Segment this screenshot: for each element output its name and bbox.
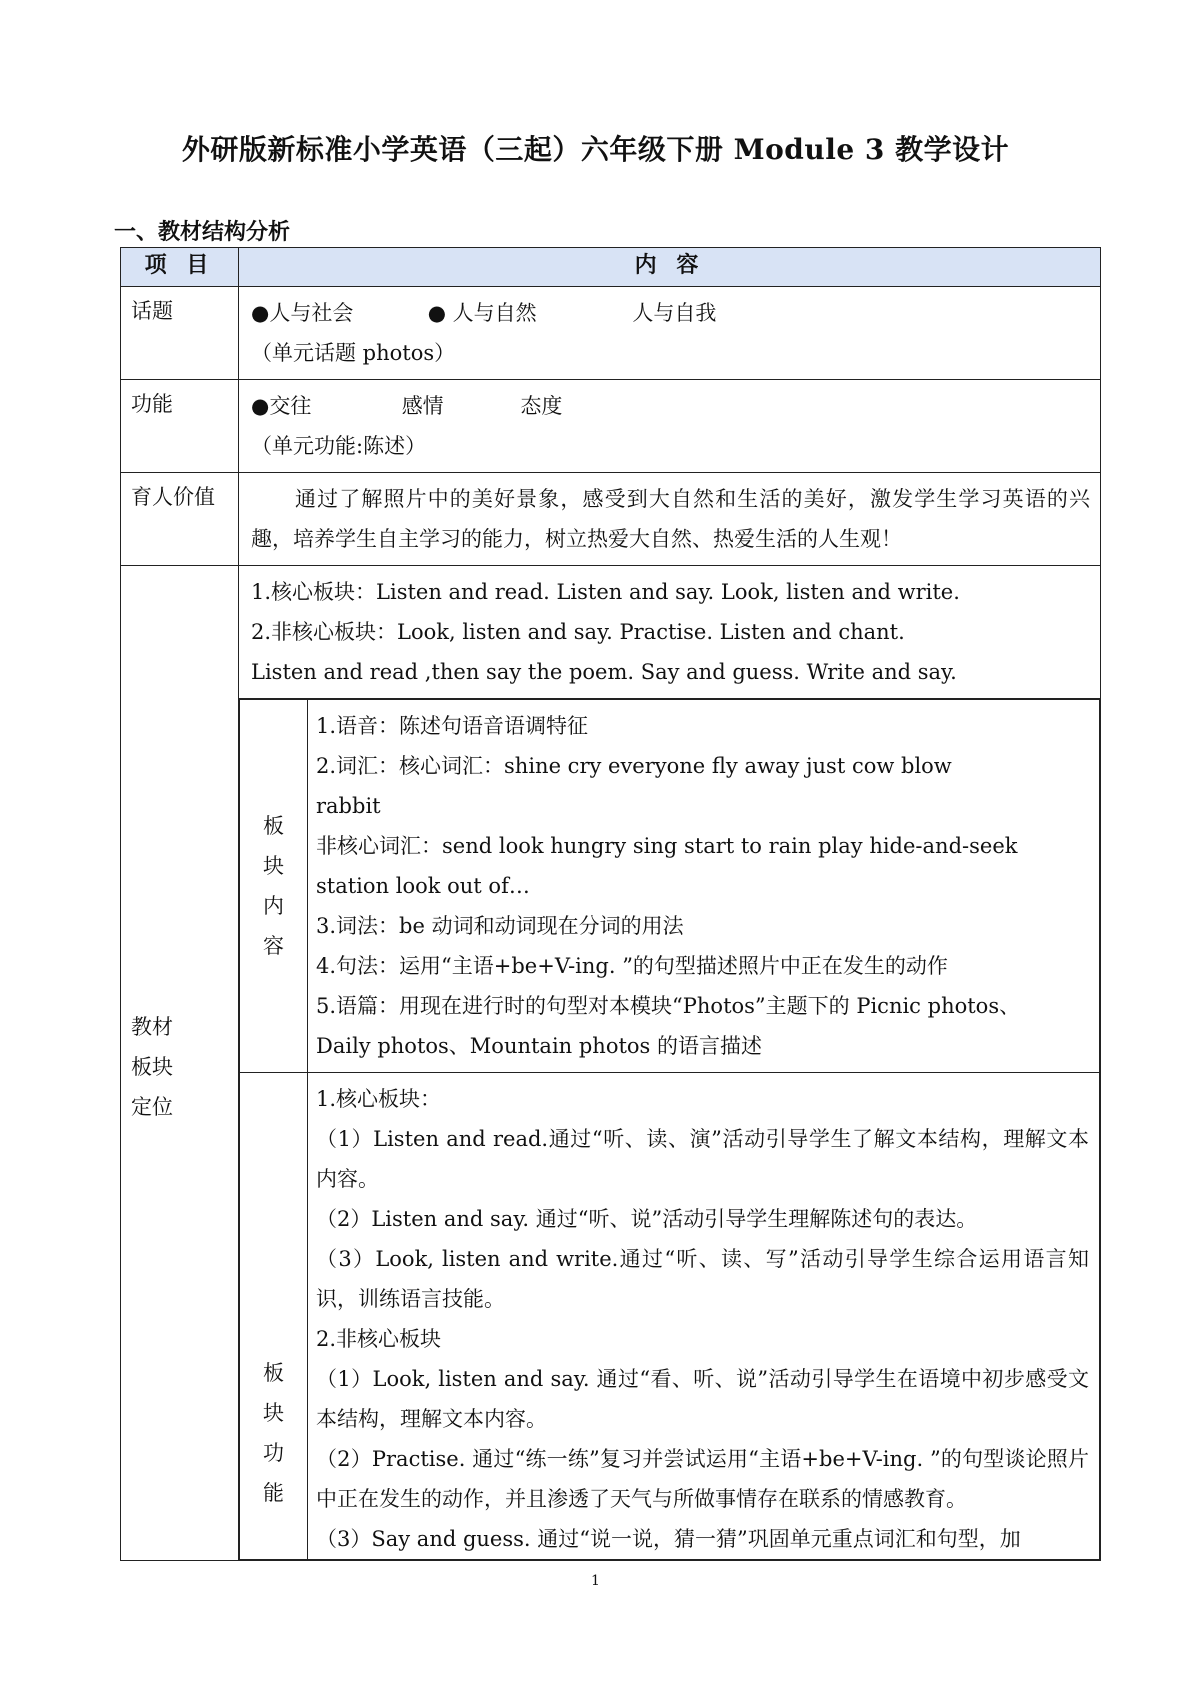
intro-line: 1.核心板块：Listen and read. Listen and say. Look, listen and write. xyxy=(251,580,960,604)
intro-line: 2.非核心板块：Look, listen and say. Practise. Listen and chant. xyxy=(251,620,905,644)
function-option-emotion: 感情 xyxy=(401,394,444,418)
content-line: 1.语音：陈述句语音语调特征 xyxy=(316,714,589,738)
content-block-text xyxy=(308,700,1100,1073)
table-header-row xyxy=(121,248,1101,287)
content-label-char: 板 xyxy=(263,814,284,838)
function-block-label xyxy=(240,1073,308,1560)
function-paragraph: 1.核心板块： xyxy=(316,1087,442,1111)
function-paragraph: 2.非核心板块 xyxy=(316,1327,442,1351)
section-heading: 一、教材结构分析 xyxy=(114,219,291,245)
structure-analysis-table xyxy=(120,247,1101,1561)
function-paragraph: （3）Say and guess. 通过“说一说，猜一猜”巩固单元重点词汇和句型，加 xyxy=(316,1527,1021,1551)
content-line: Daily photos、Mountain photos 的语言描述 xyxy=(316,1034,763,1058)
positioning-cell xyxy=(239,566,1101,1561)
topic-label: 话题 xyxy=(121,287,239,380)
function-option-attitude: 态度 xyxy=(520,394,563,418)
content-line: 非核心词汇：send look hungry sing start to rain play hide-and-seek xyxy=(316,834,1018,858)
header-item: 项 目 xyxy=(121,248,239,287)
function-option-communication: ●交往 xyxy=(251,394,312,418)
content-line: 2.词汇：核心词汇：shine cry everyone fly away just cow blow xyxy=(316,754,952,778)
value-label: 育人价值 xyxy=(121,473,239,566)
value-cell xyxy=(239,473,1101,566)
content-line: station look out of… xyxy=(316,874,530,898)
topic-option-nature: ● 人与自然 xyxy=(427,301,537,325)
function-paragraph: （1）Listen and read.通过“听、读、演”活动引导学生了解文本结构，理解文本内容。 xyxy=(316,1127,1089,1191)
function-paragraph: （2）Listen and say. 通过“听、说”活动引导学生理解陈述句的表达。 xyxy=(316,1207,978,1231)
topic-cell xyxy=(239,287,1101,380)
positioning-label-line: 定位 xyxy=(131,1095,173,1119)
function-note: （单元功能:陈述） xyxy=(251,434,427,458)
topic-option-society: ●人与社会 xyxy=(251,301,354,325)
page-number: 1 xyxy=(591,1573,600,1589)
function-paragraph: （3）Look, listen and write.通过“听、读、写”活动引导学生综合运用语言知识，训练语言技能。 xyxy=(316,1247,1089,1311)
positioning-label xyxy=(121,566,239,1561)
content-line: 4.句法：运用“主语+be+V-ing. ”的句型描述照片中正在发生的动作 xyxy=(316,954,948,978)
content-line: 5.语篇：用现在进行时的句型对本模块“Photos”主题下的 Picnic photos、 xyxy=(316,994,1021,1018)
positioning-label-line: 板块 xyxy=(131,1055,173,1079)
intro-line: Listen and read ,then say the poem. Say and guess. Write and say. xyxy=(251,660,957,684)
function-paragraph: （2）Practise. 通过“练一练”复习并尝试运用“主语+be+V-ing. ”的句型谈论照片中正在发生的动作，并且渗透了天气与所做事情存在联系的情感教育。 xyxy=(316,1447,1089,1511)
content-block-row xyxy=(240,700,1100,1073)
function-label-char: 功 xyxy=(263,1441,284,1465)
content-label-char: 内 xyxy=(263,894,284,918)
function-block-row xyxy=(240,1073,1100,1560)
topic-row xyxy=(121,287,1101,380)
function-label: 功能 xyxy=(121,380,239,473)
function-label-char: 能 xyxy=(263,1481,284,1505)
content-line: rabbit xyxy=(316,794,381,818)
function-row xyxy=(121,380,1101,473)
content-label-char: 容 xyxy=(263,934,284,958)
content-block-label xyxy=(240,700,308,1073)
document-title: 外研版新标准小学英语（三起）六年级下册 Module 3 教学设计 xyxy=(181,133,1010,166)
content-label-char: 块 xyxy=(263,854,284,878)
function-label-char: 板 xyxy=(263,1361,284,1385)
header-content: 内 容 xyxy=(239,248,1101,287)
function-label-char: 块 xyxy=(263,1401,284,1425)
function-cell xyxy=(239,380,1101,473)
function-block-text xyxy=(308,1073,1100,1560)
function-paragraph: （1）Look, listen and say. 通过“看、听、说”活动引导学生在语境中初步感受文本结构，理解文本内容。 xyxy=(316,1367,1089,1431)
value-text: 通过了解照片中的美好景象，感受到大自然和生活的美好，激发学生学习英语的兴趣，培养学生自主学习的能力，树立热爱大自然、热爱生活的人生观！ xyxy=(251,487,1090,551)
value-row xyxy=(121,473,1101,566)
content-line: 3.词法：be 动词和动词现在分词的用法 xyxy=(316,914,684,938)
positioning-label-line: 教材 xyxy=(131,1015,173,1039)
positioning-subtable xyxy=(239,699,1100,1560)
topic-note: （单元话题 photos） xyxy=(251,341,456,365)
positioning-row xyxy=(121,566,1101,1561)
topic-option-self: 人与自我 xyxy=(632,301,717,325)
positioning-intro xyxy=(239,566,1100,699)
